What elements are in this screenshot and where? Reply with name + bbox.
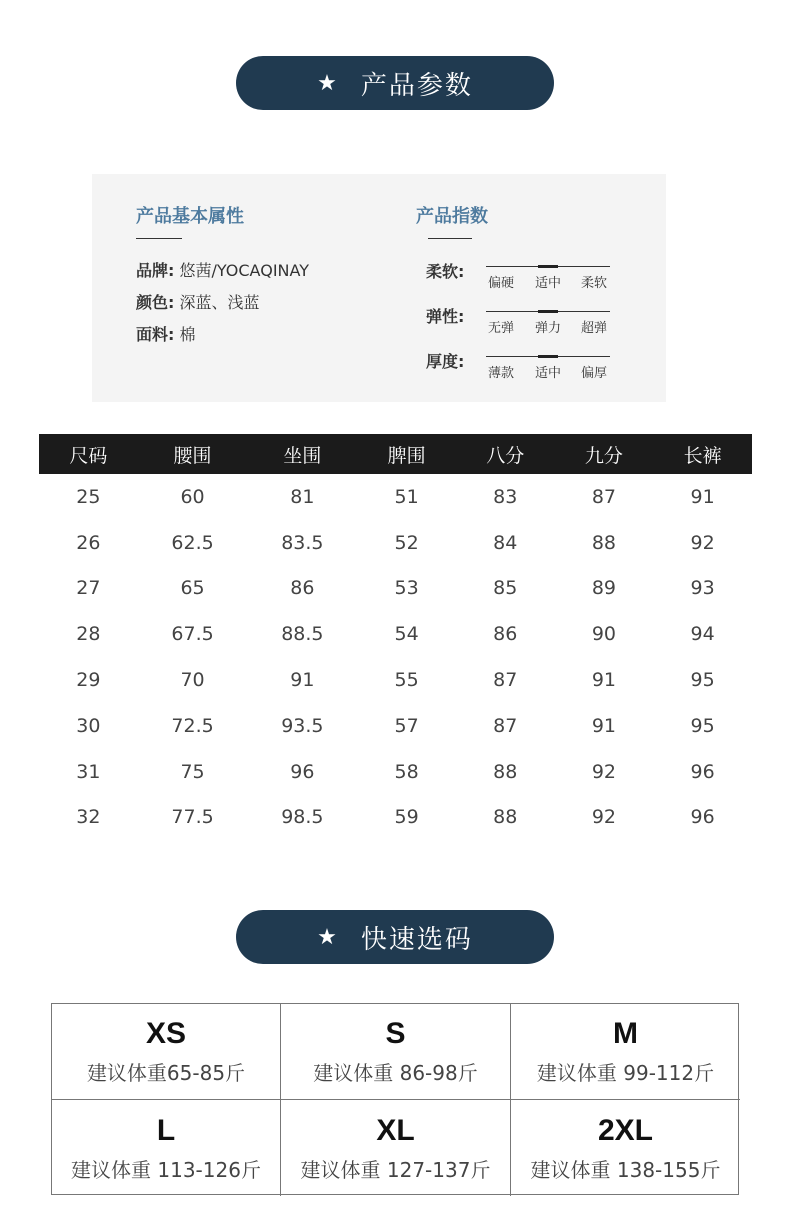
size-chart-cell: 32 (76, 806, 101, 829)
size-chart-table (39, 434, 752, 840)
size-chart-cell: 54 (394, 623, 419, 646)
size-chart-cell: 70 (180, 669, 205, 692)
section-title-quick-size-label: 快速选码 (360, 924, 473, 955)
color-label: 颜色: (136, 293, 175, 312)
size-chart-cell: 87 (493, 669, 518, 692)
size-chart-cell: 96 (690, 760, 715, 783)
basic-attributes-heading: 产品基本属性 (136, 206, 244, 227)
elasticity-option: 无弹 (487, 321, 514, 336)
size-code: XL (376, 1113, 415, 1147)
size-chart-cell: 31 (76, 760, 101, 783)
elasticity-option: 超弹 (580, 321, 607, 336)
softness-scale (486, 266, 610, 267)
size-chart-cell: 25 (76, 485, 101, 508)
size-chart-cell: 92 (690, 531, 715, 554)
elasticity-scale (486, 311, 610, 312)
size-chart-cell: 29 (76, 669, 101, 692)
size-chart-cell: 88 (493, 806, 518, 829)
attribute-panel (92, 174, 666, 402)
size-chart-cell: 67.5 (171, 623, 214, 646)
thickness-option: 薄款 (487, 366, 514, 381)
size-chart-cell: 86 (493, 623, 518, 646)
size-chart-cell: 96 (690, 806, 715, 829)
brand-label: 品牌: (136, 261, 175, 280)
recommended-weight: 建议体重 138-155斤 (530, 1157, 721, 1182)
size-chart-cell: 90 (591, 623, 617, 646)
size-code: M (613, 1017, 638, 1050)
size-chart-cell: 28 (76, 623, 101, 646)
section-title-params (236, 56, 554, 110)
thickness-option: 偏厚 (580, 366, 607, 381)
thickness-index (426, 349, 626, 389)
quick-size-cell (52, 1100, 281, 1196)
size-chart-cell: 94 (690, 623, 715, 646)
star-icon: ★ (317, 70, 339, 96)
size-chart-cell: 62.5 (171, 531, 214, 554)
size-chart-cell: 51 (394, 485, 419, 508)
header-hip: 坐围 (247, 434, 357, 474)
fabric-line (136, 322, 196, 345)
size-chart-cell: 88 (493, 760, 518, 783)
size-chart-cell: 88.5 (281, 623, 324, 646)
size-chart-row (39, 474, 752, 520)
size-chart-cell: 86 (290, 577, 315, 600)
brand-value: 悠茜/YOCAQINAY (179, 261, 309, 280)
size-chart-cell: 91 (690, 485, 715, 508)
size-chart-cell: 83 (493, 485, 518, 508)
softness-option: 柔软 (580, 276, 607, 291)
size-chart-row (39, 795, 752, 841)
fabric-label: 面料: (136, 325, 175, 344)
size-chart-cell: 95 (690, 669, 715, 692)
size-chart-row (39, 657, 752, 703)
size-chart-cell: 87 (493, 714, 518, 737)
softness-option: 偏硬 (487, 276, 514, 291)
size-chart-cell: 87 (591, 485, 617, 508)
quick-size-cell (281, 1004, 511, 1100)
size-chart-cell: 91 (290, 669, 315, 692)
quick-size-cell (281, 1100, 511, 1196)
size-chart-cell: 88 (591, 531, 617, 554)
size-chart-cell: 81 (290, 485, 315, 508)
size-chart-cell: 93.5 (281, 714, 324, 737)
size-code: L (156, 1113, 176, 1147)
elasticity-marker (538, 310, 558, 313)
fabric-value: 棉 (179, 325, 196, 344)
size-chart-cell: 52 (394, 531, 419, 554)
section-title-quick-size (236, 910, 554, 964)
product-index-underline (428, 238, 472, 239)
basic-attributes-underline (136, 238, 182, 239)
header-full-length: 长裤 (653, 434, 752, 474)
size-chart-cell: 77.5 (171, 806, 214, 829)
quick-size-cell (511, 1004, 740, 1100)
header-waist: 腰围 (138, 434, 248, 474)
size-chart-cell: 72.5 (171, 714, 214, 737)
thickness-label: 厚度: (426, 352, 465, 371)
header-ninth-length: 九分 (555, 434, 654, 474)
size-chart-cell: 93 (690, 577, 715, 600)
size-chart-cell: 91 (591, 669, 617, 692)
size-chart-cell: 58 (394, 760, 419, 783)
recommended-weight: 建议体重 99-112斤 (536, 1061, 715, 1085)
size-chart-cell: 92 (591, 806, 617, 829)
header-thigh: 脾围 (357, 434, 456, 474)
size-chart-header-row (39, 434, 752, 474)
recommended-weight: 建议体重 127-137斤 (300, 1157, 491, 1182)
product-index-heading: 产品指数 (416, 206, 488, 227)
size-chart-cell: 55 (394, 669, 419, 692)
size-chart-cell: 85 (493, 577, 518, 600)
size-code: 2XL (597, 1113, 654, 1147)
size-chart-cell: 83.5 (281, 531, 324, 554)
quick-size-grid (51, 1003, 739, 1195)
thickness-option: 适中 (534, 366, 561, 381)
softness-label: 柔软: (426, 262, 465, 281)
star-icon: ★ (317, 924, 339, 950)
color-line (136, 290, 260, 313)
size-chart-cell: 59 (394, 806, 419, 829)
size-chart-cell: 96 (290, 760, 315, 783)
size-code: XS (145, 1017, 187, 1050)
size-chart-row (39, 749, 752, 795)
size-chart-cell: 92 (591, 760, 617, 783)
size-chart-cell: 95 (690, 714, 715, 737)
quick-size-cell (511, 1100, 740, 1196)
size-chart-row (39, 520, 752, 566)
thickness-scale (486, 356, 610, 357)
size-chart-cell: 89 (591, 577, 617, 600)
size-chart-cell: 27 (76, 577, 101, 600)
color-value: 深蓝、浅蓝 (179, 293, 260, 312)
size-chart-cell: 60 (180, 485, 205, 508)
elasticity-label: 弹性: (426, 307, 465, 326)
size-chart-row (39, 566, 752, 612)
header-size: 尺码 (39, 434, 138, 474)
size-chart-cell: 57 (394, 714, 419, 737)
softness-option: 适中 (534, 276, 561, 291)
size-code: S (385, 1017, 406, 1050)
softness-marker (538, 265, 558, 268)
recommended-weight: 建议体重65-85斤 (86, 1061, 246, 1085)
elasticity-index (426, 304, 626, 344)
brand-line (136, 258, 309, 281)
size-chart-cell: 53 (394, 577, 419, 600)
recommended-weight: 建议体重 86-98斤 (313, 1061, 478, 1085)
size-chart-row (39, 611, 752, 657)
size-chart-cell: 75 (180, 760, 205, 783)
size-chart-cell: 91 (591, 714, 617, 737)
size-chart-cell: 65 (180, 577, 205, 600)
quick-size-cell (52, 1004, 281, 1100)
softness-index (426, 259, 626, 299)
size-chart-row (39, 703, 752, 749)
header-eighth-length: 八分 (456, 434, 555, 474)
recommended-weight: 建议体重 113-126斤 (71, 1157, 261, 1182)
size-chart-cell: 84 (493, 531, 518, 554)
elasticity-option: 弹力 (534, 321, 561, 336)
size-chart-cell: 26 (76, 531, 101, 554)
section-title-params-label: 产品参数 (360, 70, 473, 101)
thickness-marker (538, 355, 558, 358)
size-chart-cell: 30 (76, 714, 101, 737)
size-chart-cell: 98.5 (281, 806, 324, 829)
